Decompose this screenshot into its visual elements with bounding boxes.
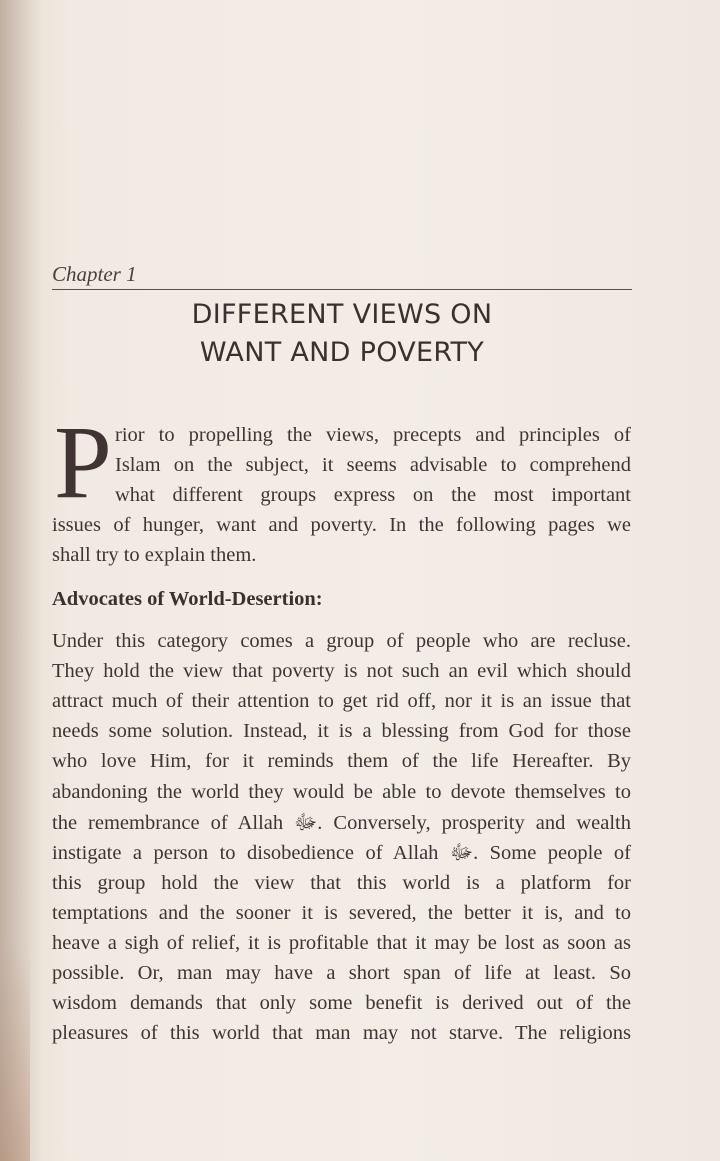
chapter-label: Chapter 1 <box>52 262 137 286</box>
chapter-title <box>52 296 632 372</box>
body-line: instigate a person to disobedience of Allah ﷻ. Some people of <box>52 842 631 864</box>
body-line: pleasures of this world that man may not starve. The religions <box>52 1022 631 1044</box>
intro-line: shall try to explain them. <box>52 544 257 566</box>
body-line: needs some solution. Instead, it is a blessing from God for those <box>52 720 631 742</box>
chapter-rule <box>52 289 632 290</box>
section-heading: Advocates of World-Desertion: <box>52 588 323 610</box>
body-line: They hold the view that poverty is not such an evil which should <box>52 660 631 682</box>
chapter-title-line: WANT AND POVERTY <box>199 337 485 368</box>
intro-line: Islam on the subject, it seems advisable to comprehend <box>115 454 631 476</box>
body-line: who love Him, for it reminds them of the life Hereafter. By <box>52 750 631 772</box>
drop-cap: P <box>54 405 112 520</box>
page-gutter-shadow <box>0 0 42 1161</box>
body-line: this group hold the view that this world is a platform for <box>52 872 631 894</box>
intro-line: issues of hunger, want and poverty. In the following pages we <box>52 514 631 536</box>
body-line: abandoning the world they would be able to devote themselves to <box>52 781 631 803</box>
body-line: Under this category comes a group of people who are recluse. <box>52 630 631 652</box>
chapter-title-line: DIFFERENT VIEWS ON <box>191 299 493 330</box>
intro-line: rior to propelling the views, precepts and principles of <box>115 424 631 446</box>
body-line: possible. Or, man may have a short span of life at least. So <box>52 962 631 984</box>
body-line: attract much of their attention to get rid off, nor it is an issue that <box>52 690 631 712</box>
intro-line: what different groups express on the most important <box>115 484 631 506</box>
body-line: the remembrance of Allah ﷻ. Conversely, prosperity and wealth <box>52 812 632 834</box>
body-line: temptations and the sooner it is severed, the better it is, and to <box>52 902 631 924</box>
page-corner-shadow <box>0 941 30 1161</box>
body-line: wisdom demands that only some benefit is derived out of the <box>52 992 631 1014</box>
body-line: heave a sigh of relief, it is profitable that it may be lost as soon as <box>52 932 631 954</box>
